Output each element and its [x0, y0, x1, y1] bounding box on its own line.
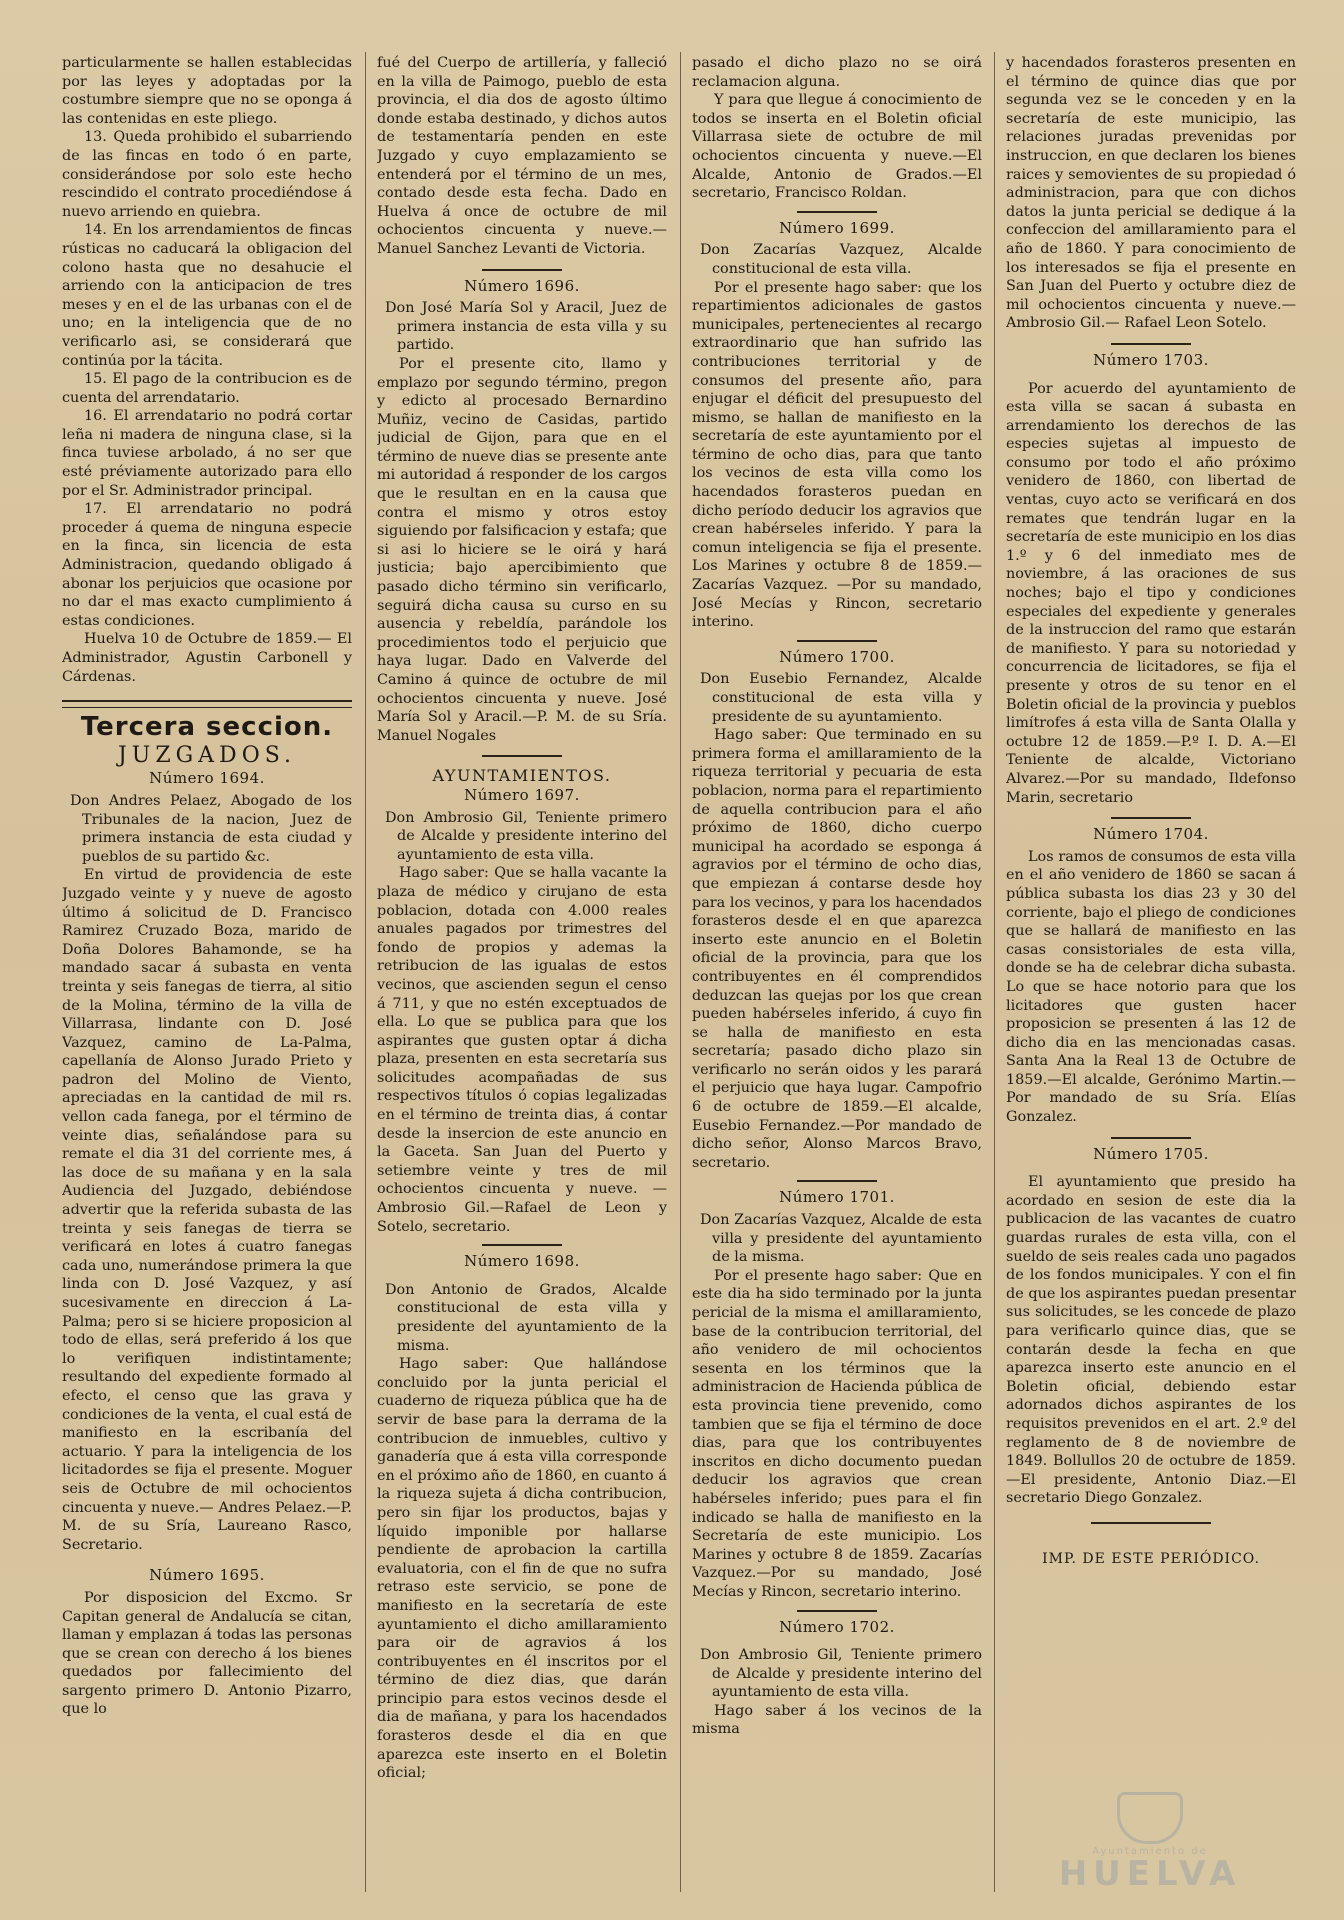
notice-heading: Don Ambrosio Gil, Teniente primero de Alcalde y presidente interino del ayuntamiento de esta villa. — [700, 1647, 982, 1701]
notice-number: Número 1704. — [1093, 825, 1209, 844]
column-rule — [680, 52, 681, 1892]
section-divider — [62, 700, 352, 708]
paragraph: 17. El arrendatario no podrá proceder á quema de ninguna especie en la finca, sin licencia de esta Administracion, quedando obligado á abonar los perjuicios que ocasione por no dar el mas exacto cumplimiento á estas condiciones. — [62, 501, 352, 629]
paragraph: pasado el dicho plazo no se oirá reclamacion alguna. — [692, 55, 982, 90]
notice-rule — [1111, 1137, 1191, 1139]
notice-number: Número 1705. — [1093, 1144, 1209, 1163]
notice-number: Número 1696. — [464, 276, 580, 295]
notice-heading: Don Eusebio Fernandez, Alcalde constitucional de esta villa y presidente de su ayuntamiento. — [700, 671, 982, 725]
notice-rule — [482, 1244, 562, 1246]
notice-number: Número 1699. — [779, 218, 895, 237]
paragraph: Los ramos de consumos de esta villa en el año venidero de 1860 se sacan á pública subasta los dias 23 y 30 del corriente, bajo el pliego de condiciones que se hallará de manifiesto en las casas consistoriales de esta villa, donde se ha de celebrar dicha subasta. Lo que se hace notorio para que los licitadores que gusten hacer proposicion se presenten á las 12 de dicho dia en las mencionadas casas. Santa Ana la Real 13 de Octubre de 1859.—El alcalde, Gerónimo Martin.—Por mandado de su Sría. Elías Gonzalez. — [1006, 848, 1296, 1126]
subsection-title: JUZGADOS. — [117, 742, 297, 768]
paragraph: y hacendados forasteros presenten en el término de quince dias que por segunda vez se le conceden y en la secretaría de este municipio, las relaciones juradas prevenidas por instruccion, en que declaren los bienes raices y semovientes de su propiedad ó administracion, para que con dichos datos la junta pericial se dedique á la confeccion del amillaramiento para el año de 1860. Y para conocimiento de los interesados se fija el presente en San Juan del Puerto y octubre diez de mil ochocientos cincuenta y nueve.—Ambrosio Gil.— Rafael Leon Sotelo. — [1006, 55, 1296, 332]
paragraph: 14. En los arrendamientos de fincas rústicas no caducará la obligacion del colono hasta que no desahucie el arriendo con la anticipacion de tres meses y en el de las urbanas con el de uno; en la inteligencia que de no verificarlo asi, se considerará que continúa por la tácita. — [62, 222, 352, 369]
column-3 — [692, 54, 982, 1896]
paragraph: Y para que llegue á conocimiento de todos se inserta en el Boletin oficial Villarrasa siete de octubre de mil ochocientos cincuenta y nueve.—El Alcalde, Antonio de Grados.—El secretario, Francisco Roldan. — [692, 92, 982, 202]
coat-of-arms-icon — [1117, 1792, 1183, 1844]
column-1 — [62, 54, 352, 1896]
paragraph: fué del Cuerpo de artillería, y falleció en la villa de Paimogo, pueblo de esta provincia, el dia dos de agosto último donde estaba destinado, y dichos autos de testamentaría penden en este Juzgado y cuyo emplazamiento se entenderá por el término de un mes, contado desde esta fecha. Dado en Huelva á once de octubre de mil ochocientos cincuenta y nueve.—Manuel Sanchez Levanti de Victoria. — [377, 55, 667, 257]
notice-rule — [797, 640, 877, 642]
notice-rule — [1111, 343, 1191, 345]
paragraph: Hago saber á los vecinos de la misma — [692, 1702, 982, 1738]
paragraph: Por el presente hago saber: que los repartimientos adicionales de gastos municipales, pertenecientes al recargo extraordinario que han sufrido las contribuciones territorial y de consumos del presente año, para enjugar el déficit del presupuesto del mismo, se hallan de manifiesto en la secretaría de este ayuntamiento por el término de ocho dias, para que tanto los vecinos de esta villa como los hacendados forasteros puedan en dicho período deducir los agravios que crean habérseles inferido. Y para la comun inteligencia se fija el presente. Los Marines y octubre 8 de 1859.—Zacarías Vazquez. —Por su mandado, José Mecías y Rincon, secretario interino. — [692, 279, 982, 631]
column-rule — [994, 52, 995, 1892]
notice-number: Número 1698. — [464, 1252, 580, 1271]
notice-number: Número 1701. — [779, 1188, 895, 1207]
notice-number: Número 1702. — [779, 1617, 895, 1636]
subsection-title: AYUNTAMIENTOS. — [432, 766, 612, 786]
notice-number: Número 1694. — [149, 769, 265, 788]
paragraph: Por acuerdo del ayuntamiento de esta villa se sacan á subasta en arrendamiento los derechos de las especies sujetas al impuesto de consumo por todo el año próximo venidero de 1860, con libertad de ventas, cuyo acto se verificará en dos remates que tendrán lugar en la secretaría de este municipio en los dias 1.º y 6 del inmediato mes de noviembre, á las oraciones de sus noches; bajo el tipo y condiciones especiales del expediente y generales de la instruccion del ramo que estarán de manifiesto. Y para su notoriedad y concurrencia de licitadores, se fija el presente y otros de su tenor en el Boletin oficial de la provincia y pueblos limítrofes á esta villa de Santa Olalla y octubre 12 de 1859.—P.º I. D. A.—El Teniente de alcalde, Victoriano Alvarez.—Por su mandado, Ildefonso Marin, secretario — [1006, 380, 1296, 806]
paragraph: Hago saber: Que se halla vacante la plaza de médico y cirujano de esta poblacion, dotada con 4.000 reales anuales pagados por trimestres del fondo de propios y ademas la retribucion de las igualas de estos vecinos, que ascienden segun el censo á 711, y que no estén exceptuados de ella. Lo que se publica para que los aspirantes que gusten optar á dicha plaza, presenten en esta secretaría sus solicitudes acompañadas de sus respectivos títulos ó copias legalizadas en el término de treinta dias, á contar desde la insercion de este anuncio en la Gaceta. San Juan del Puerto y setiembre veinte y tres de mil ochocientos cincuenta y nueve. —Ambrosio Gil.—Rafael de Leon y Sotelo, secretario. — [377, 865, 667, 1235]
notice-number: Número 1695. — [149, 1566, 265, 1585]
notice-rule — [797, 1180, 877, 1182]
notice-rule — [797, 1610, 877, 1612]
column-rule — [365, 52, 366, 1892]
notice-heading: Don Antonio de Grados, Alcalde constitucional de esta villa y presidente del ayuntamiento de la misma. — [385, 1281, 667, 1354]
notice-rule — [482, 755, 562, 757]
notice-heading: Don Ambrosio Gil, Teniente primero de Alcalde y presidente interino del ayuntamiento de esta villa. — [385, 809, 667, 863]
notice-heading: Don Andres Pelaez, Abogado de los Tribunales de la nacion, Juez de primera instancia de esta ciudad y pueblos de su partido &c. — [70, 792, 352, 865]
paragraph: Por el presente hago saber: Que en este dia ha sido terminado por la junta pericial de la misma el amillaramiento, base de la contribucion territorial, del año venidero de mil ochocientos sesenta en los términos que la administracion de Hacienda pública de esta provincia tiene prevenido, como tambien que se fija el término de doce dias, para que los contribuyentes inscritos en dicho documento puedan deducir los agravios que crean habérseles inferido; pues para el fin indicado se halla de manifiesto en la Secretaría de este municipio. Los Marines y octubre 8 de 1859. Zacarías Vazquez.—Por su mandado, José Mecías y Rincon, secretario interino. — [692, 1267, 982, 1600]
notice-number: Número 1697. — [464, 785, 580, 804]
notice-rule — [1091, 1522, 1211, 1524]
paragraph: Hago saber: Que hallándose concluido por la junta pericial el cuaderno de riqueza pública que ha de servir de base para la derrama de la contribucion de inmuebles, cultivo y ganadería que á esta villa corresponde en el próximo año de 1860, en cuanto á la riqueza sujeta á dicha contribucion, pero sin fijar los productos, bajas y líquido imponible por hallarse pendiente de aprobacion la cartilla evaluatoria, con el fin de que no sufra retraso este servicio, se pone de manifiesto en la secretaría de este ayuntamiento el dicho amillaramiento para oir de agravios á los contribuyentes en él inscritos por el término de diez dias, que darán principio para estos vecinos desde el dia de mañana, y para los hacendados forasteros desde el dia en que aparezca este inserto en el Boletin oficial; — [377, 1356, 667, 1782]
paragraph: 15. El pago de la contribucion es de cuenta del arrendatario. — [62, 371, 352, 406]
printer-imprint: IMP. DE ESTE PERIÓDICO. — [1042, 1550, 1260, 1567]
notice-rule — [1111, 817, 1191, 819]
paragraph: En virtud de providencia de este Juzgado veinte y y nueve de agosto último á solicitud de D. Francisco Ramirez Cruzado Boza, marido de Doña Dolores Bahamonde, se ha mandado sacar á subasta en venta treinta y seis fanegas de tierra, al sitio de la Molina, término de la villa de Villarrasa, lindante con D. José Vazquez, camino de La-Palma, capellanía de Alonso Jurado Prieto y padron del Molino de Viento, apreciadas en la cantidad de mil rs. vellon cada fanega, por el término de veinte dias, señalándose para su remate el dia 31 del corriente mes, á las doce de su mañana y en la sala Audiencia del Juzgado, debiéndose advertir que la referida subasta de las treinta y seis fanegas de tierra se verificará en lotes á cuatro fanegas cada uno, numerándose primera la que linda con D. José Vazquez, y así sucesivamente en direccion á La-Palma; pero si se hiciere proposicion al todo de ellas, será preferido á los que lo verifiquen indistintamente; resultando del expediente formado al efecto, el censo que las grava y condiciones de la venta, el cual está de manifiesto en la escribanía del actuario. Y para la inteligencia de los licitadordes se fija el presente. Moguer seis de Octubre de mil ochocientos cincuenta y nueve.— Andres Pelaez.—P. M. de su Sría, Laureano Rasco, Secretario. — [62, 867, 352, 1553]
column-2 — [377, 54, 667, 1896]
paragraph: Hago saber: Que terminado en su primera forma el amillaramiento de la riqueza territorial y pecuaria de esta poblacion, norma para el repartimiento de aquella contribucion para el año próximo de 1860, dicho cuerpo municipal ha acordado se esponga á agravios por el término de ocho dias, que empiezan á contarse desde hoy para los vecinos, y para los hacendados forasteros desde el en que aparezca inserto este anuncio en el Boletin oficial de la provincia, para que los contribuyentes en él comprendidos deduzcan las quejas por los que crean pueden habérseles inferido, á cuyo fin se halla de manifiesto en esta secretaría; pasado dicho plazo sin verificarlo no serán oidos y les parará el perjuicio que haya lugar. Campofrio 6 de octubre de 1859.—El alcalde, Eusebio Fernandez.—Por mandado de dicho señor, Alonso Marcos Bravo, secretario. — [692, 727, 982, 1171]
section-title: Tercera seccion. — [80, 712, 334, 743]
column-4 — [1006, 54, 1296, 1896]
notice-number: Número 1700. — [779, 647, 895, 666]
watermark-line: Ayuntamiento de — [1092, 1846, 1208, 1857]
notice-number: Número 1703. — [1093, 350, 1209, 369]
signature-line: Huelva 10 de Octubre de 1859.— El Administrador, Agustin Carbonell y Cárdenas. — [62, 631, 352, 685]
watermark-line: HUELVA — [1058, 1854, 1242, 1894]
paragraph: El ayuntamiento que presido ha acordado en sesion de este dia la publicacion de las vacantes de cuatro guardas rurales de esta villa, con el sueldo de seis reales cada uno pagados de los fondos municipales. Y con el fin de que los aspirantes puedan presentar sus solicitudes, se les concede de plazo para verificarlo quince dias, que se contarán desde la fecha en que aparezca inserto este anuncio en el Boletin oficial, debiendo estar adornados dichos aspirantes de los requisitos prevenidos en el art. 2.º del reglamento de 8 de noviembre de 1849. Bollullos 20 de octubre de 1859.—El presidente, Antonio Diaz.—El secretario Diego Gonzalez. — [1006, 1174, 1296, 1507]
notice-heading: Don José María Sol y Aracil, Juez de primera instancia de esta villa y su partido. — [385, 300, 667, 354]
notice-heading: Don Zacarías Vazquez, Alcalde constitucional de esta villa. — [700, 242, 982, 277]
paragraph: 13. Queda prohibido el subarriendo de las fincas en todo ó en parte, considerándose por solo este hecho rescindido el contrato procediéndose á nuevo arriendo en quiebra. — [62, 129, 352, 220]
notice-heading: Don Zacarías Vazquez, Alcalde de esta villa y presidente del ayuntamiento de la misma. — [700, 1212, 982, 1266]
paragraph: Por disposicion del Excmo. Sr Capitan general de Andalucía se citan, llaman y emplazan á todas las personas que se crean con derecho á los bienes quedados por fallecimiento del sargento primero D. Antonio Pizarro, que lo — [62, 1589, 352, 1718]
notice-rule — [482, 269, 562, 271]
notice-rule — [797, 211, 877, 213]
paragraph: Por el presente cito, llamo y emplazo por segundo término, pregon y edicto al procesado Bernardino Muñiz, vecino de Casidas, partido judicial de Gijon, para que en el término de nueve dias se presente ante mi autoridad á responder de los cargos que le resultan en en la causa que contra el mismo y otros estoy siguiendo por falsificacion y estafa; que si asi lo hiciere se le oirá y hará justicia; bajo apercibimiento que pasado dicho término sin verificarlo, seguirá dicha causa su curso en su ausencia y rebeldía, parándole los procedimientos todo el perjuicio que haya lugar. Dado en Valverde del Camino á quince de octubre de mil ochocientos cincuenta y nueve. José María Sol y Aracil.—P. M. de su Sría. Manuel Nogales — [377, 355, 667, 744]
archive-watermark — [1020, 1792, 1280, 1892]
paragraph: particularmente se hallen establecidas por las leyes y adoptadas por la costumbre siempre que no se oponga á las contenidas en este pliego. — [62, 55, 352, 127]
paragraph: 16. El arrendatario no podrá cortar leña ni madera de ninguna clase, si la finca tuviese arbolado, á no ser que esté préviamente autorizado para ello por el Sr. Administrador principal. — [62, 408, 352, 499]
